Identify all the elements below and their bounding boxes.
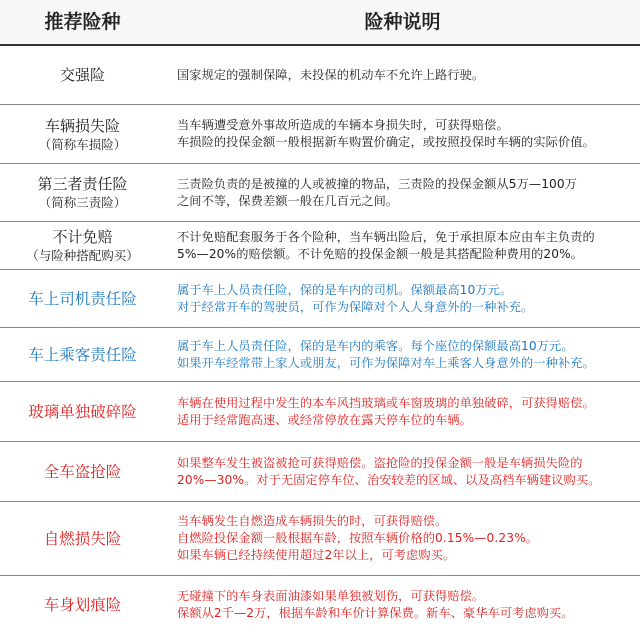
row-desc-line: 自燃险投保金额一般根据车龄，按照车辆价格的0.15%—0.23%。 [177, 531, 539, 545]
row-name: 玻璃单独破碎险 [28, 402, 137, 421]
row-desc-line: 国家规定的强制保障，未投保的机动车不允许上路行驶。 [177, 67, 485, 82]
table-row [0, 576, 640, 634]
table-row [0, 222, 640, 270]
row-name: 车辆损失险 [44, 116, 120, 135]
table-row [0, 502, 640, 576]
header-recommended-type: 推荐险种 [44, 11, 121, 33]
row-name: 不计免赔 [52, 228, 113, 246]
table-row [0, 105, 640, 164]
table-row [0, 382, 640, 442]
row-name: 车身划痕险 [43, 596, 122, 614]
row-desc-line: 适用于经常跑高速、或经常停放在露天停车位的车辆。 [177, 412, 472, 427]
table-row [0, 328, 640, 382]
row-desc-line: 对于经常开车的驾驶员，可作为保障对个人人身意外的一种补充。 [177, 299, 534, 314]
table-row [0, 442, 640, 502]
row-name: 车上乘客责任险 [28, 345, 137, 364]
row-desc-line: 如果整车发生被盗被抢可获得赔偿。盗抢险的投保金额一般是车辆损失险的 [177, 455, 583, 470]
row-name: 第三者责任险 [37, 175, 128, 193]
row-desc-line: 之间不等，保费差额一般在几百元之间。 [177, 193, 399, 208]
row-desc-line: 不计免赔配套服务于各个险种，当车辆出险后，免于承担原本应由车主负责的 [177, 229, 595, 244]
row-desc-line: 当车辆遭受意外事故所造成的车辆本身损失时，可获得赔偿。 [177, 118, 509, 132]
row-desc-line: 属于车上人员责任险，保的是车内的司机。保额最高10万元。 [177, 282, 513, 297]
row-desc-line: 如果车辆已经持续使用超过2年以上，可考虑购买。 [177, 548, 456, 562]
table-header [0, 0, 640, 46]
row-desc-line: 属于车上人员责任险，保的是车内的乘客。每个座位的保额最高10万元。 [177, 338, 574, 353]
row-name: 全车盗抢险 [43, 462, 122, 481]
row-desc-line: 保额从2千—2万，根据车龄和车价计算保费。新车、豪华车可考虑购买。 [177, 606, 574, 620]
row-subname: （简称车损险） [38, 136, 127, 152]
row-name: 交强险 [59, 66, 105, 84]
row-desc-line: 如果开车经常带上家人或朋友，可作为保障对车上乘客人身意外的一种补充。 [177, 355, 595, 370]
row-desc-line: 5%—20%的赔偿额。不计免赔的投保金额一般是其搭配险种费用的20%。 [177, 246, 584, 261]
row-name: 自燃损失险 [43, 529, 122, 548]
row-desc-line: 车辆在使用过程中发生的本车风挡玻璃或车窗玻璃的单独破碎，可获得赔偿。 [177, 395, 595, 410]
table-row [0, 46, 640, 105]
row-subname: （与险种搭配购买） [26, 248, 139, 263]
row-subname: （简称三责险） [38, 195, 127, 210]
header-description: 险种说明 [364, 11, 441, 33]
row-desc-line: 三责险负责的是被撞的人或被撞的物品，三责险的投保金额从5万—100万 [177, 176, 578, 191]
row-desc-line: 无碰撞下的车身表面油漆如果单独被划伤，可获得赔偿。 [177, 589, 485, 603]
row-desc-line: 当车辆发生自燃造成车辆损失的时，可获得赔偿。 [177, 514, 448, 528]
row-desc-line: 20%—30%。对于无固定停车位、治安较差的区域、以及高档车辆建议购买。 [177, 472, 601, 487]
row-name: 车上司机责任险 [28, 289, 137, 308]
table-row [0, 270, 640, 328]
table-row [0, 164, 640, 222]
row-desc-line: 车损险的投保金额一般根据新车购置价确定，或按照投保时车辆的实际价值。 [177, 135, 595, 149]
